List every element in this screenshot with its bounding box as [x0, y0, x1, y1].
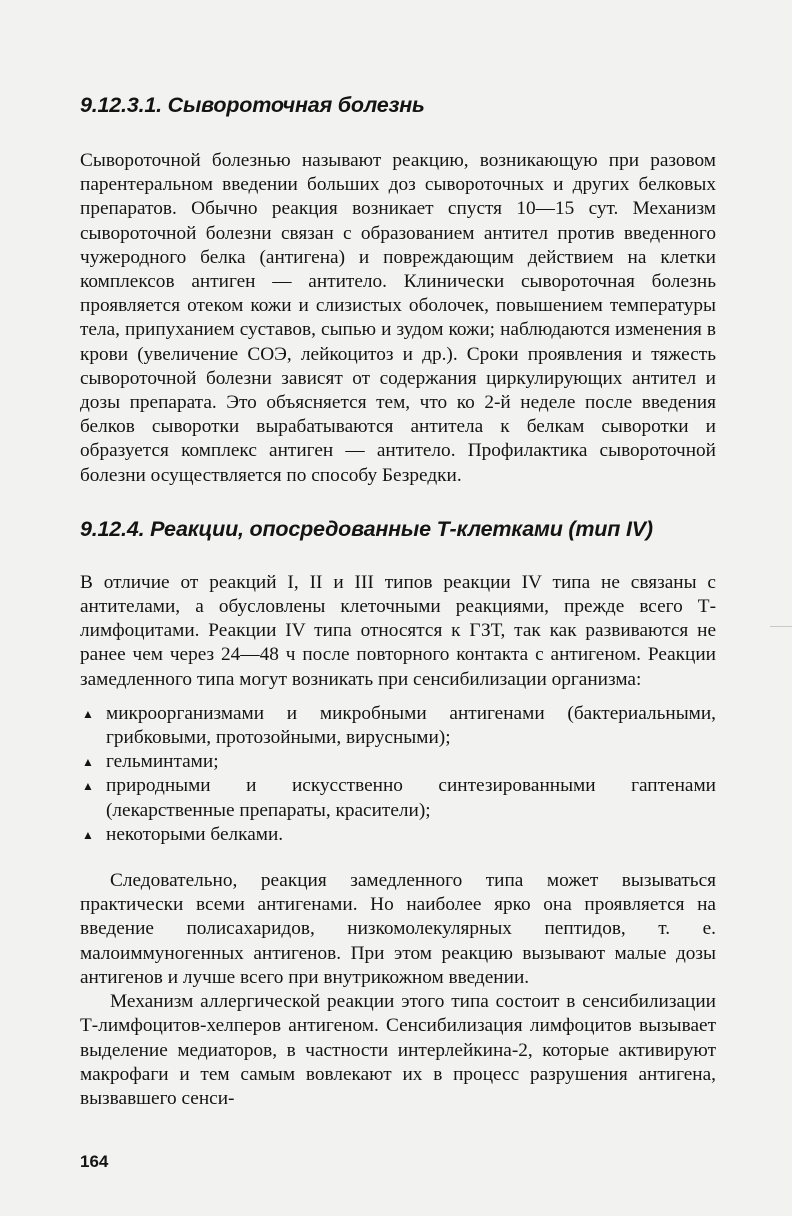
- book-page: [80, 92, 716, 1111]
- paragraph-serum-sickness: Сывороточной болезнью называют реакцию, возникающую при разовом парентеральном введении больших доз сывороточных и других белковых препаратов. Обычно реакция возникает спустя 10—15 сут. Механизм сывороточной болезни связан с образованием антител против введенного чужеродного белка (антигена) и повреждающим действием на клетки комплексов антиген — антитело. Клинически сывороточная болезнь проявляется отеком кожи и слизистых оболочек, повышением температуры тела, припуханием суставов, сыпью и зудом кожи; наблюдаются изменения в крови (увеличение СОЭ, лейкоцитоз и др.). Сроки проявления и тяжесть сывороточной болезни зависят от содержания циркулирующих антител и дозы препарата. Это объясняется тем, что ко 2-й неделе после введения белков сыворотки вырабатываются антитела к белкам сыворотки и образуется комплекс антиген — антитело. Профилактика сывороточной болезни осуществляется по способу Безредки.: [80, 150, 716, 486]
- paragraph-type-iv-intro: В отличие от реакций I, II и III типов реакции IV типа не связаны с антителами, а обусловлены клеточными реакциями, прежде всего Т-лимфоцитами. Реакции IV типа относятся к ГЗТ, так как развиваются не ранее чем через 24—48 ч после повторного контакта с антигеном. Реакции замедленного типа могут возникать при сенсибилизации организма:: [80, 571, 716, 690]
- paragraph-delayed-reaction: Следовательно, реакция замедленного типа может вызываться практически всеми антигенами. Но наиболее ярко она проявляется на введение полисахаридов, низкомолекулярных пептидов, т. е. малоиммуногенных антигенов. При этом реакцию вызывают малые дозы антигенов и лучше всего при внутрикожном введении.: [80, 870, 716, 988]
- list-item: [80, 702, 716, 750]
- list-item-text: природными и искусственно синтезированными гаптенами (лекарственные препараты, красители);: [106, 775, 716, 821]
- triangle-bullet-icon: ▲: [82, 755, 94, 770]
- page-number: 164: [80, 1152, 109, 1171]
- sensitizer-list: [80, 702, 716, 847]
- section-heading-serum-sickness: 9.12.3.1. Сывороточная болезнь: [80, 93, 425, 117]
- paragraph-mechanism: Механизм аллергической реакции этого типа состоит в сенсибилизации Т-лимфоцитов-хелперов антигеном. Сенсибилизация лимфоцитов вызывает выделение медиаторов, в частности интерлейкина-2, которые активируют макрофаги и тем самым вовлекают их в процесс разрушения антигена, вызвавшего сенси-: [80, 991, 716, 1109]
- list-item: [80, 750, 716, 774]
- list-item: [80, 774, 716, 822]
- paragraph-spacer: [80, 860, 716, 869]
- list-item-text: гельминтами;: [106, 751, 219, 773]
- section-heading-type-iv: 9.12.4. Реакции, опосредованные Т-клетками (тип IV): [80, 516, 653, 541]
- list-item-text: микроорганизмами и микробными антигенами (бактериальными, грибковыми, протозойными, вирусными);: [106, 702, 716, 749]
- margin-divider: [770, 626, 792, 627]
- triangle-bullet-icon: ▲: [82, 706, 94, 721]
- list-item: [80, 823, 716, 847]
- triangle-bullet-icon: ▲: [82, 827, 94, 842]
- list-item-text: некоторыми белками.: [106, 823, 284, 845]
- triangle-bullet-icon: ▲: [82, 779, 94, 794]
